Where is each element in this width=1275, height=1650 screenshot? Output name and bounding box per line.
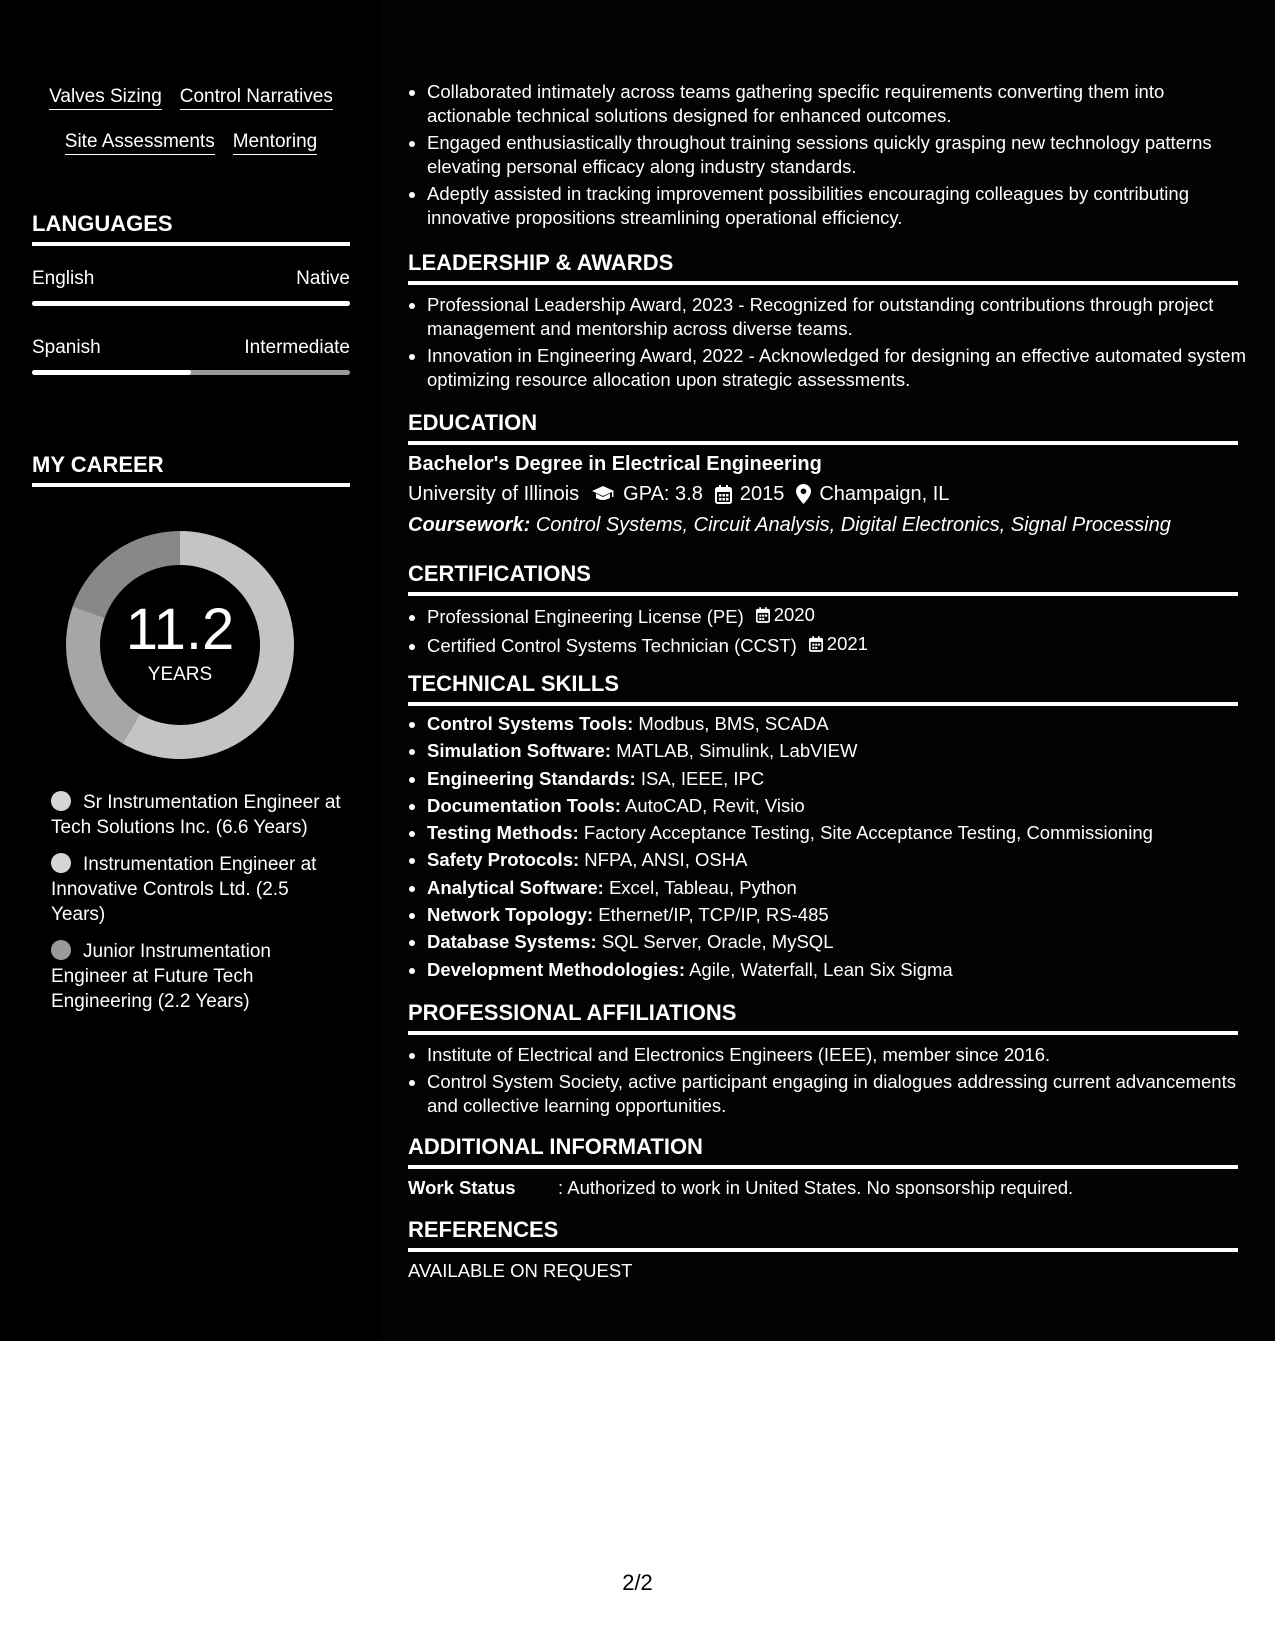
certification-name: Certified Control Systems Technician (CCST) <box>427 635 797 656</box>
skill-value: Agile, Waterfall, Lean Six Sigma <box>689 958 953 980</box>
page-number: 2/2 <box>622 1570 653 1595</box>
education-location: Champaign, IL <box>819 483 950 505</box>
certifications-list <box>407 603 1247 661</box>
education-gpa: GPA: 3.8 <box>623 483 703 505</box>
affiliation-item: • Control System Society, active participant engaging in dialogues addressing current advancements and collective learning opportunities. <box>427 1070 1247 1118</box>
technical-skills-heading: TECHNICAL SKILLS <box>408 671 1238 706</box>
language-proficiency-fill <box>32 370 191 375</box>
certification-item <box>427 632 1247 658</box>
skill-tags <box>32 86 350 176</box>
skill-label: Analytical Software: <box>427 876 604 898</box>
skill-item <box>427 794 1247 818</box>
technical-skills-list <box>407 712 1247 985</box>
language-proficiency-fill <box>32 301 350 306</box>
language-proficiency-bar <box>32 301 350 306</box>
career-item-text: Sr Instrumentation Engineer at Tech Solutions Inc. (6.6 Years) <box>51 792 341 838</box>
experience-bullet: • Engaged enthusiastically throughout training sessions quickly grasping new technology patterns elevating personal efficacy along industry standards. <box>427 131 1247 179</box>
skill-value: Ethernet/IP, TCP/IP, RS-485 <box>598 904 829 926</box>
skill-label: Documentation Tools: <box>427 794 621 816</box>
coursework-label: Coursework: <box>408 514 531 536</box>
certifications-heading: CERTIFICATIONS <box>408 561 1238 596</box>
skill-value: Factory Acceptance Testing, Site Acceptance Testing, Commissioning <box>583 822 1153 844</box>
education-degree: Bachelor's Degree in Electrical Engineering <box>408 453 822 475</box>
career-item-text: Instrumentation Engineer at Innovative Controls Ltd. (2.5 Years) <box>51 854 317 925</box>
tag-row <box>32 86 350 110</box>
career-dot-icon <box>51 940 71 960</box>
skill-item <box>427 739 1247 763</box>
award-item: • Innovation in Engineering Award, 2022 - Acknowledged for designing an effective automated system optimizing resource allocation upon strategic assessments. <box>427 344 1247 392</box>
skill-label: Control Systems Tools: <box>427 713 634 734</box>
work-status-value: : Authorized to work in United States. No sponsorship required. <box>558 1177 1074 1198</box>
skill-item <box>427 930 1247 954</box>
skill-label: Development Methodologies: <box>427 958 685 980</box>
skill-item <box>427 848 1247 872</box>
affiliations-list <box>407 1043 1247 1121</box>
language-level: Native <box>296 268 350 289</box>
skill-tag: Valves Sizing <box>49 86 162 110</box>
skill-value: Modbus, BMS, SCADA <box>638 713 829 734</box>
career-list <box>51 790 341 1026</box>
references-heading: REFERENCES <box>408 1217 1238 1252</box>
tag-row <box>32 131 350 155</box>
skill-item <box>427 821 1247 845</box>
skill-value: SQL Server, Oracle, MySQL <box>601 931 834 953</box>
certification-name: Professional Engineering License (PE) <box>427 606 744 627</box>
experience-bullet: • Collaborated intimately across teams gathering specific requirements converting them into actionable technical solutions designed for enhanced outcomes. <box>427 80 1247 128</box>
career-item <box>51 852 341 927</box>
education-heading: EDUCATION <box>408 410 1238 445</box>
skill-item <box>427 876 1247 900</box>
skill-label: Network Topology: <box>427 904 594 926</box>
affiliation-item: • Institute of Electrical and Electronics Engineers (IEEE), member since 2016. <box>427 1043 1247 1067</box>
certification-item <box>427 603 1247 629</box>
main-content <box>380 0 1275 1341</box>
career-total-years: 11.2 <box>125 597 235 662</box>
career-item-text: Junior Instrumentation Engineer at Future Tech Engineering (2.2 Years) <box>51 941 271 1012</box>
location-pin-icon <box>796 484 811 504</box>
education-meta <box>408 482 949 506</box>
language-item <box>32 268 350 306</box>
affiliations-heading: PROFESSIONAL AFFILIATIONS <box>408 1000 1238 1035</box>
skill-value: NFPA, ANSI, OSHA <box>584 849 748 871</box>
award-item: • Professional Leadership Award, 2023 - Recognized for outstanding contributions through project management and mentorship across diverse teams. <box>427 293 1247 341</box>
skill-value: MATLAB, Simulink, LabVIEW <box>616 740 858 762</box>
skill-tag: Site Assessments <box>65 131 215 155</box>
language-proficiency-bar <box>32 370 350 375</box>
calendar-icon <box>809 636 823 652</box>
career-item <box>51 790 341 840</box>
skill-tag: Mentoring <box>233 131 318 155</box>
calendar-icon <box>756 607 770 623</box>
career-total-unit: YEARS <box>147 664 213 685</box>
references-text: AVAILABLE ON REQUEST <box>408 1260 633 1281</box>
skill-value: Excel, Tableau, Python <box>608 876 797 898</box>
languages-heading: LANGUAGES <box>32 211 350 246</box>
graduation-cap-icon <box>591 485 615 503</box>
skill-item <box>427 903 1247 927</box>
work-status-row <box>408 1176 1073 1200</box>
skill-item <box>427 712 1247 736</box>
education-coursework <box>408 513 1171 537</box>
career-dot-icon <box>51 853 71 873</box>
language-name: English <box>32 268 95 289</box>
skill-label: Engineering Standards: <box>427 767 636 789</box>
skill-item <box>427 767 1247 791</box>
sidebar <box>0 0 380 1341</box>
career-item <box>51 939 341 1014</box>
skill-label: Database Systems: <box>427 931 597 953</box>
additional-info-heading: ADDITIONAL INFORMATION <box>408 1134 1238 1169</box>
education-school: University of Illinois <box>408 483 580 505</box>
skill-label: Testing Methods: <box>427 822 579 844</box>
skill-value: AutoCAD, Revit, Visio <box>625 794 805 816</box>
calendar-icon <box>715 485 732 504</box>
coursework-value: Control Systems, Circuit Analysis, Digital Electronics, Signal Processing <box>535 514 1171 536</box>
certification-year: 2020 <box>773 604 815 625</box>
experience-bullet: • Adeptly assisted in tracking improvement possibilities encouraging colleagues by contributing innovative propositions streamlining operational efficiency. <box>427 182 1247 230</box>
certification-year: 2021 <box>826 633 868 654</box>
skill-item <box>427 958 1247 982</box>
work-status-label: Work Status <box>408 1177 516 1198</box>
language-level: Intermediate <box>244 337 350 358</box>
skill-label: Simulation Software: <box>427 740 611 762</box>
education-year: 2015 <box>739 483 785 505</box>
skill-tag: Control Narratives <box>180 86 333 110</box>
awards-heading: LEADERSHIP & AWARDS <box>408 250 1238 285</box>
experience-bullets <box>407 80 1247 233</box>
awards-list <box>407 293 1247 395</box>
skill-label: Safety Protocols: <box>427 849 580 871</box>
career-dot-icon <box>51 791 71 811</box>
career-heading: MY CAREER <box>32 452 350 487</box>
language-item <box>32 337 350 375</box>
language-name: Spanish <box>32 337 101 358</box>
skill-value: ISA, IEEE, IPC <box>640 767 765 789</box>
